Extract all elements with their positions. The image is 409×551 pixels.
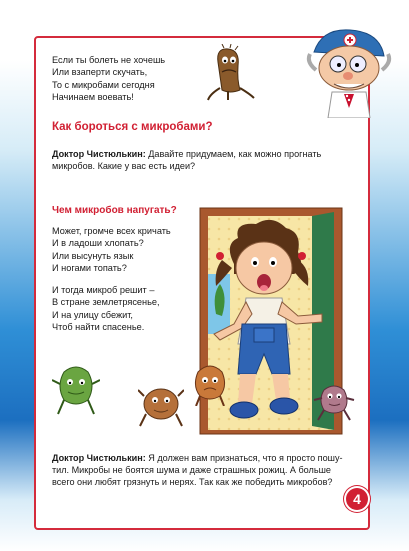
section-heading: Как бороться с микробами? [52, 121, 213, 133]
doctor-dialog-1 [52, 148, 352, 172]
page-number: 4 [346, 488, 368, 510]
speaker-name: Доктор Чистюлькин: [52, 453, 146, 463]
orange-microbe-illustration [190, 358, 230, 406]
intro-poem [52, 54, 165, 104]
poem-line: Начинаем воевать! [52, 92, 134, 103]
poem-line: Или высунуть язык [52, 250, 134, 261]
poem-line: Может, громче всех кричать [52, 226, 171, 236]
poem-line: В стране землетрясенье, [52, 297, 160, 308]
poem-line: И тогда микроб решит – [52, 285, 155, 295]
doctor-chistyulkin-illustration [294, 22, 404, 118]
poem-line: То с микробами сегодня [52, 79, 155, 90]
dialog-text: Я должен вам признаться, что я просто пошу- [145, 453, 343, 463]
poem-line: Чтоб найти спасенье. [52, 322, 145, 333]
brown-microbe-illustration [200, 44, 260, 106]
verse-poem-1 [52, 225, 171, 275]
dialog-text: тил. Микробы не боятся шума и даже страшных рожиц. А больше [52, 465, 331, 476]
poem-line: И на улицу сбежит, [52, 309, 133, 320]
brown-blob-microbe-illustration [138, 380, 184, 428]
verse-poem-2 [52, 284, 160, 334]
poem-line: Если ты болеть не хочешь [52, 55, 166, 65]
purple-microbe-illustration [312, 378, 356, 422]
dialog-text: всего они любят грязнуть и нерях. Так как же победить микробов? [52, 477, 333, 488]
dialog-text: Давайте придумаем, как можно прогнать [145, 149, 322, 159]
dialog-text: микробов. Какие у вас есть идеи? [52, 161, 196, 172]
subheading: Чем микробов напугать? [52, 205, 177, 216]
speaker-name: Доктор Чистюлькин: [52, 149, 146, 159]
poem-line: Или взаперти скучать, [52, 67, 148, 78]
poem-line: И в ладоши хлопать? [52, 238, 144, 249]
doctor-dialog-2 [52, 452, 352, 489]
green-microbe-illustration [52, 362, 100, 418]
poem-line: И ногами топать? [52, 263, 127, 274]
